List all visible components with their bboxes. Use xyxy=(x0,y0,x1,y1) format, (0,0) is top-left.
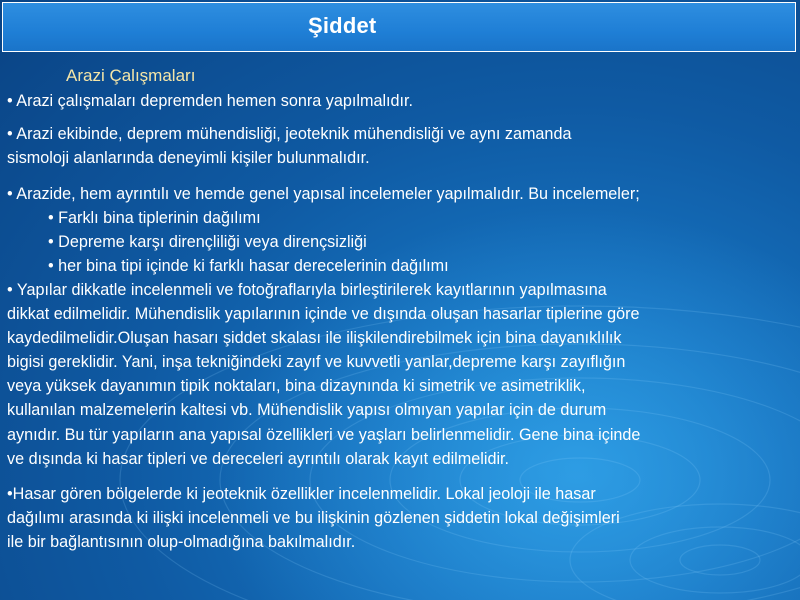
sub-bullet-line: • Farklı bina tiplerinin dağılımı xyxy=(48,209,261,227)
title-bar xyxy=(2,2,796,52)
body-line: ve dışında ki hasar tipleri ve dereceleri ayrıntılı olarak kayıt edilmelidir. xyxy=(7,450,510,468)
body-line: kaydedilmelidir.Oluşan hasarı şiddet skalası ile ilişkilendirebilmek için bina dayanıklılık xyxy=(7,329,622,347)
slide-title: Şiddet xyxy=(308,13,377,38)
body-line: bigisi gereklidir. Yani, inşa tekniğindeki zayıf ve kuvvetli yanlar,depreme karşı zayıflığın xyxy=(7,353,626,371)
sub-bullet-line: • Depreme karşı dirençliliği veya dirençsizliği xyxy=(48,233,367,251)
body-line: aynıdır. Bu tür yapıların ana yapısal özellikleri ve yaşları belirlenmelidir. Gene bina içinde xyxy=(7,426,641,444)
bullet-line: • Arazi çalışmaları depremden hemen sonra yapılmalıdır. xyxy=(7,92,414,110)
slide-subtitle: Arazi Çalışmaları xyxy=(66,66,196,85)
bullet-line: • Arazide, hem ayrıntılı ve hemde genel yapısal incelemeler yapılmalıdır. Bu incelemeler; xyxy=(7,185,640,203)
body-line: dağılımı arasında ki ilişki incelenmeli ve bu ilişkinin gözlenen şiddetin lokal değişimleri xyxy=(7,509,620,527)
bullet-line: • Yapılar dikkatle incelenmeli ve fotoğraflarıyla birleştirilerek kayıtlarının yapılmasına xyxy=(7,281,607,299)
body-line: sismoloji alanlarında deneyimli kişiler bulunmalıdır. xyxy=(7,149,370,167)
body-line: dikkat edilmelidir. Mühendislik yapılarının içinde ve dışında oluşan hasarlar tiplerine göre xyxy=(7,305,640,323)
sub-bullet-line: • her bina tipi içinde ki farklı hasar derecelerinin dağılımı xyxy=(48,257,449,275)
body-line: kullanılan malzemelerin kaltesi vb. Mühendislik yapısı olmıyan yapılar için de durum xyxy=(7,401,607,419)
body-line: veya yüksek dayanımın tipik noktaları, bina dizaynında ki simetrik ve asimetriklik, xyxy=(7,377,586,395)
bullet-line: • Arazi ekibinde, deprem mühendisliği, jeoteknik mühendisliği ve aynı zamanda xyxy=(7,125,572,143)
bullet-line: •Hasar gören bölgelerde ki jeoteknik özellikler incelenmelidir. Lokal jeoloji ile hasar xyxy=(7,485,596,503)
body-line: ile bir bağlantısının olup-olmadığına bakılmalıdır. xyxy=(7,533,356,551)
